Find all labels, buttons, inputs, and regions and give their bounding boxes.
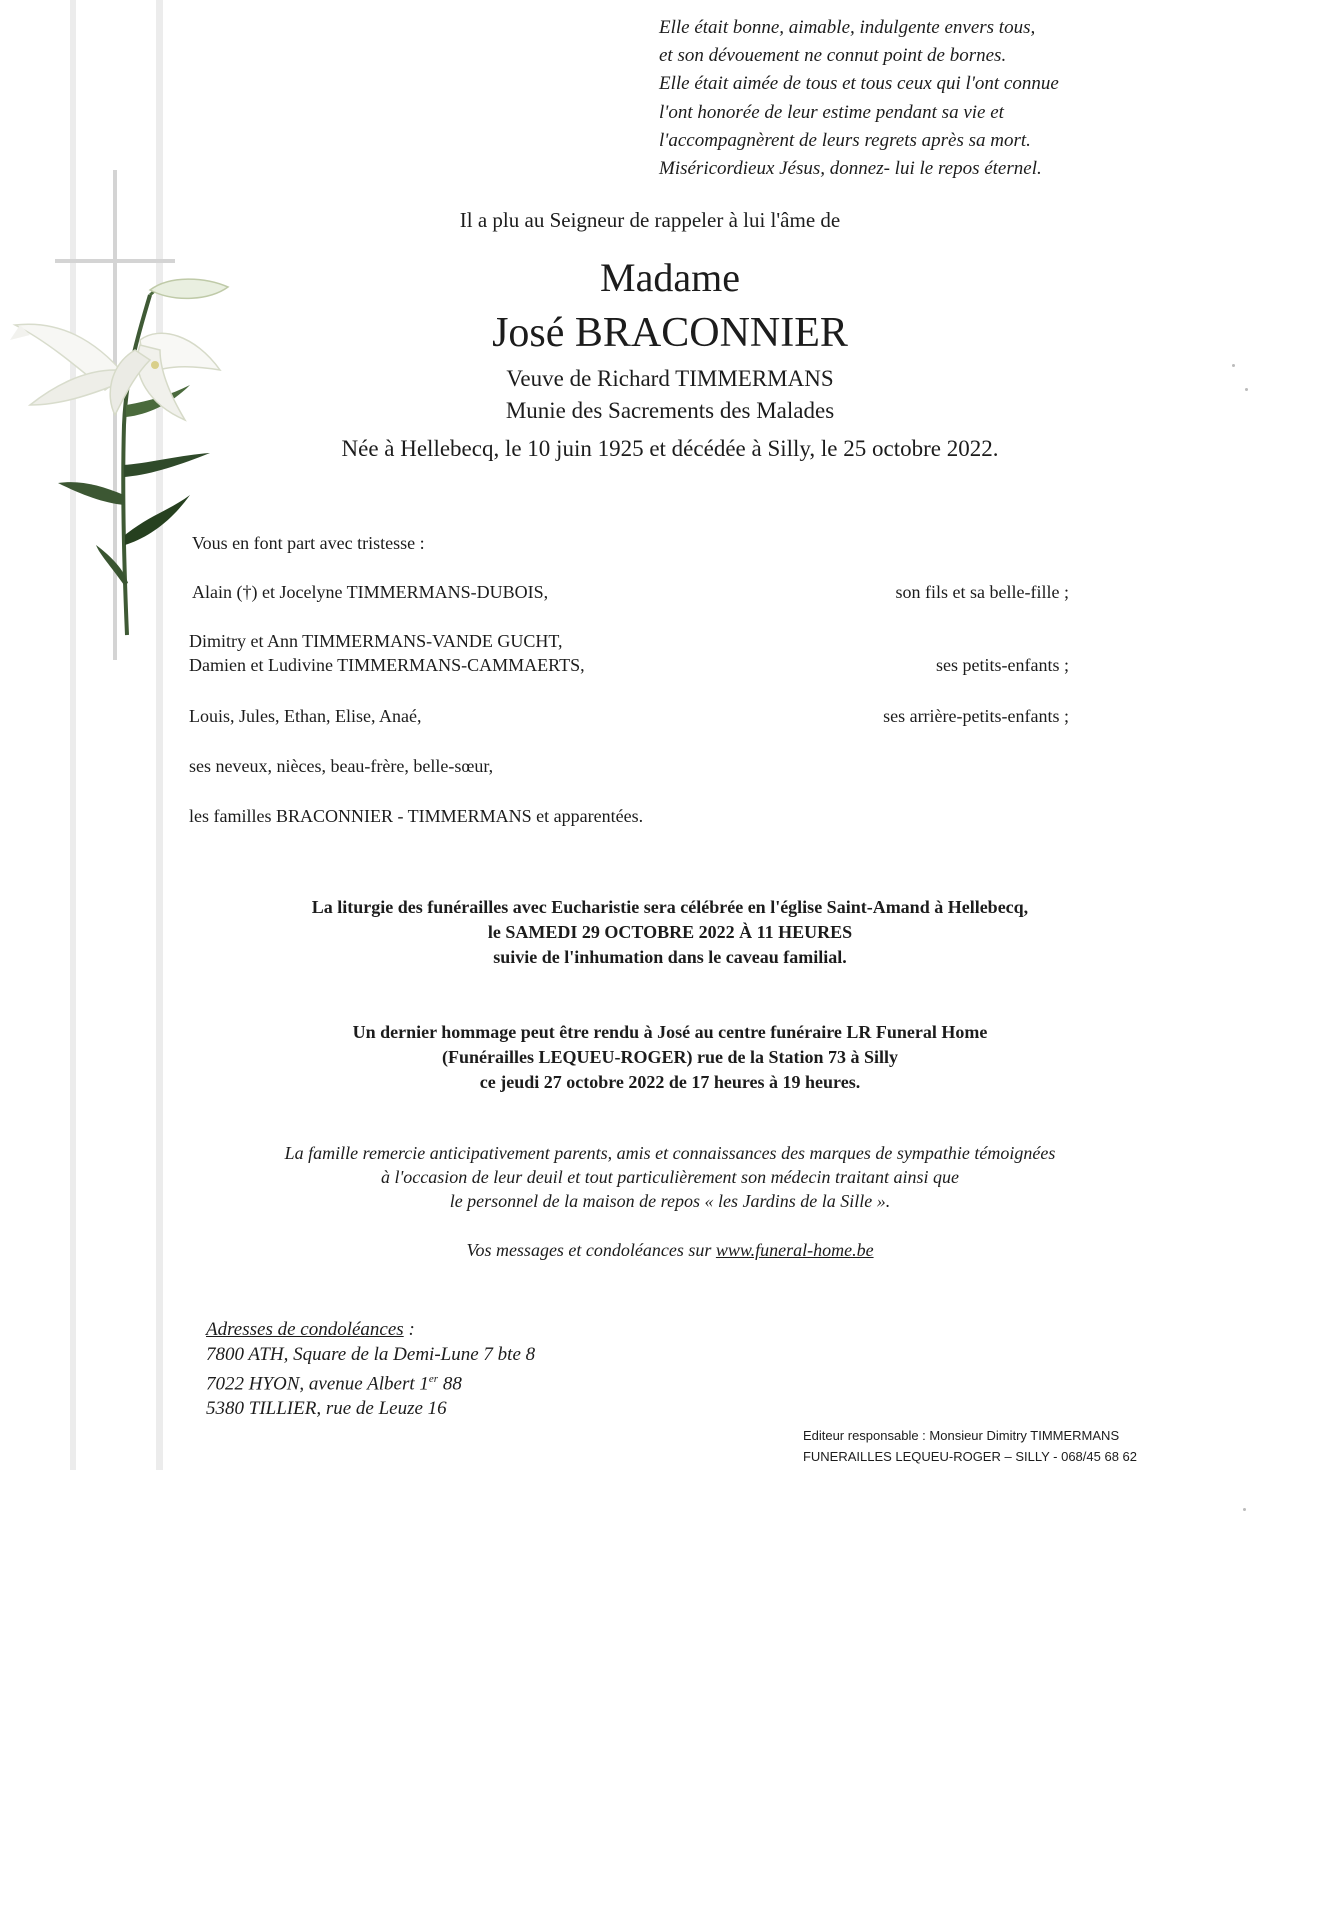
family-great-grandchildren: Louis, Jules, Ethan, Elise, Anaé, [189,706,422,726]
poem-line: Miséricordieux Jésus, donnez- lui le repos éternel. [659,158,1042,180]
cross-horizontal [55,259,175,263]
address-line: 5380 TILLIER, rue de Leuze 16 [206,1397,447,1419]
address-line-2-main: 7022 HYON, avenue Albert 1 [206,1373,429,1395]
condolence-addresses [206,1318,535,1421]
poem-line: l'ont honorée de leur estime pendant sa vie et [659,101,1004,123]
funeral-line-2: le SAMEDI 29 OCTOBRE 2022 À 11 HEURES [487,922,853,942]
family-relatives: ses neveux, nièces, beau-frère, belle-sœur, [189,756,494,776]
funeral-line-1: La liturgie des funérailles avec Eucharistie sera célébrée en l'église Saint-Amand à Hellebecq, [311,897,1029,917]
family-great-grandchildren-relation: ses arrière-petits-enfants ; [883,706,1069,726]
visitation-line-2: (Funérailles LEQUEU-ROGER) rue de la Station 73 à Silly [441,1047,898,1067]
family-intro: Vous en font part avec tristesse : [192,533,425,553]
address-line: 7800 ATH, Square de la Demi-Lune 7 bte 8 [206,1343,536,1365]
address-line-2 [206,1367,535,1397]
funeral-line-3: suivie de l'inhumation dans le caveau familial. [493,947,847,967]
thanks-line-2: à l'occasion de leur deuil et tout particulièrement son médecin traitant ainsi que [380,1167,960,1187]
poem-line: Elle était bonne, aimable, indulgente envers tous, [659,17,1036,38]
family-families: les familles BRACONNIER - TIMMERMANS et apparentées. [189,806,644,826]
publisher-footer [803,1425,1137,1467]
deceased-title: Madame [600,255,740,300]
family-son: Alain (†) et Jocelyne TIMMERMANS-DUBOIS, [192,582,549,602]
footer-funeral-home: FUNERAILLES LEQUEU-ROGER – SILLY - 068/45 68 62 [802,1449,1137,1464]
address-line-2-number: 88 [438,1373,462,1395]
family-grandchildren-1: Dimitry et Ann TIMMERMANS-VANDE GUCHT, [189,631,563,651]
addresses-heading: Adresses de condoléances [206,1319,404,1340]
widow-of: Veuve de Richard TIMMERMANS [506,366,834,391]
addresses-heading-suffix: : [403,1319,415,1340]
funeral-home-link[interactable]: www.funeral-home.be [715,1240,874,1260]
poem-line: l'accompagnèrent de leurs regrets après sa mort. [659,129,1031,151]
thanks-line-1: La famille remercie anticipativement parents, amis et connaissances des marques de sympathie témoignées [284,1143,1056,1163]
visitation-line-3: ce jeudi 27 octobre 2022 de 17 heures à 19 heures. [479,1072,861,1092]
birth-death-dates: Née à Hellebecq, le 10 juin 1925 et décédée à Silly, le 25 octobre 2022. [341,436,999,461]
condolences-message [180,1240,1160,1261]
announcement-intro: Il a plu au Seigneur de rappeler à lui l'âme de [459,208,841,232]
scan-speck [1232,364,1235,367]
family-son-relation: son fils et sa belle-fille ; [895,582,1069,602]
poem-line: Elle était aimée de tous et tous ceux qui l'ont connue [659,73,1059,95]
visitation-line-1: Un dernier hommage peut être rendu à José au centre funéraire LR Funeral Home [352,1022,988,1042]
sacraments: Munie des Sacrements des Malades [505,398,835,423]
condolences-text: Vos messages et condoléances sur [466,1240,716,1260]
scan-speck [1245,388,1248,391]
family-grandchildren-2: Damien et Ludivine TIMMERMANS-CAMMAERTS, [189,655,585,675]
thanks-line-3: le personnel de la maison de repos « les Jardins de la Sille ». [449,1191,891,1211]
poem-line: et son dévouement ne connut point de bornes. [659,45,1007,67]
memorial-poem [659,14,1129,183]
footer-publisher: Editeur responsable : Monsieur Dimitry TIMMERMANS [802,1428,1120,1443]
scan-speck [1243,1508,1246,1511]
family-grandchildren-relation: ses petits-enfants ; [936,655,1069,675]
deceased-name: José BRACONNIER [492,310,848,356]
address-line-2-sup: er [428,1373,439,1385]
